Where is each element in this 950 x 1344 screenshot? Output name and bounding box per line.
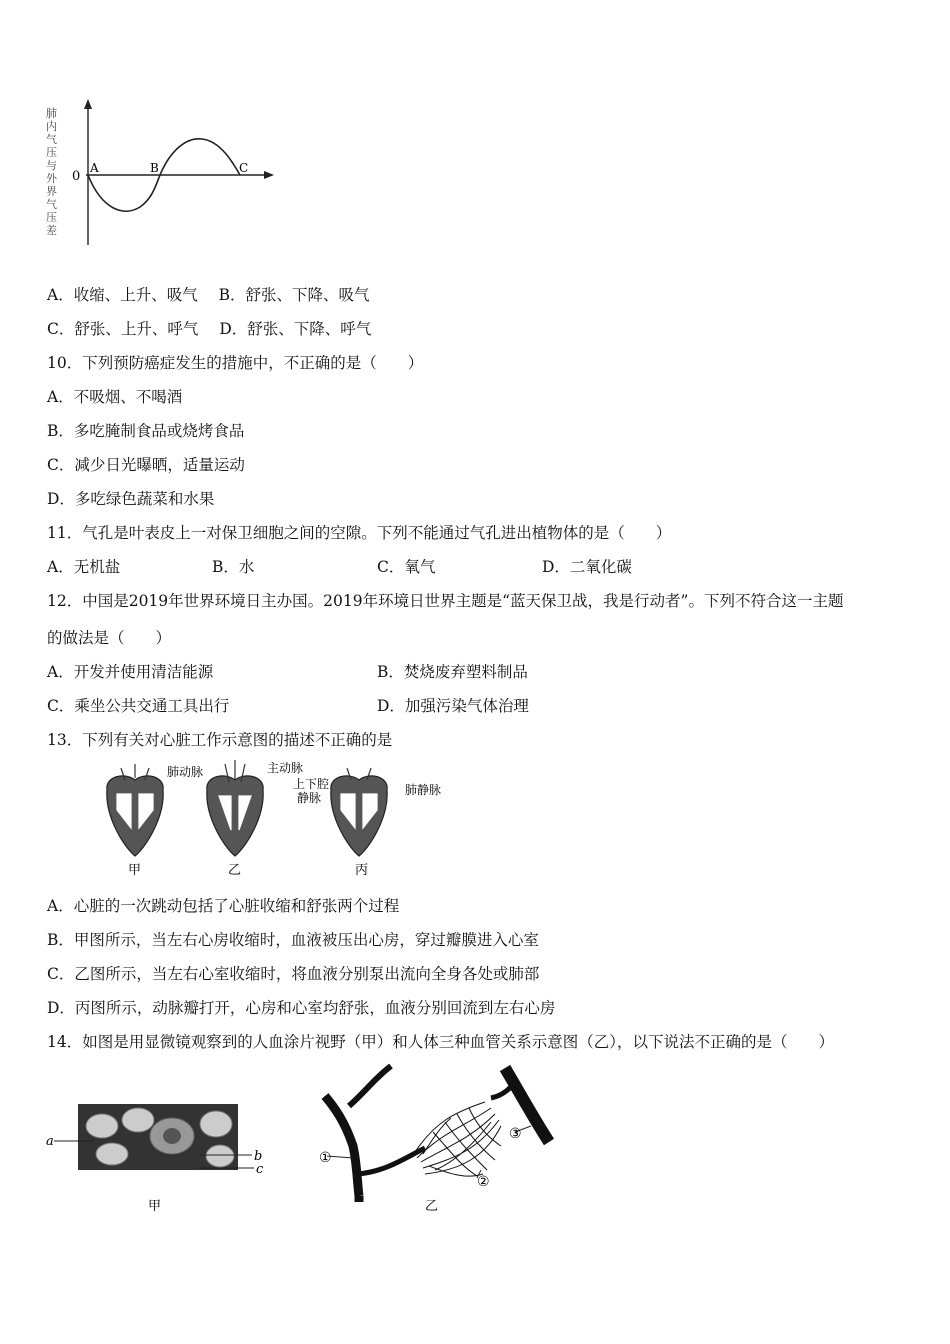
heart-jia-image xyxy=(107,764,163,856)
q14-stem: 14．如图是用显微镜观察到的人血涂片视野（甲）和人体三种血管关系示意图（乙），以下说法不正确的是（ ） xyxy=(47,1033,834,1051)
blood-vessel-figure xyxy=(305,1062,565,1222)
q11-option-c[interactable]: C．氧气 xyxy=(377,558,436,576)
q13-option-c[interactable]: C．乙图所示，当左右心室收缩时，将血液分别泵出流向全身各处或肺部 xyxy=(47,965,540,983)
q11-stem: 11．气孔是叶表皮上一对保卫细胞之间的空隙。下列不能通过气孔进出植物体的是（ ） xyxy=(47,524,672,542)
q12-option-a[interactable]: A．开发并使用清洁能源 xyxy=(47,663,214,681)
heart-label-vena-cava-1: 上下腔 xyxy=(293,777,330,791)
q11-option-d[interactable]: D．二氧化碳 xyxy=(542,558,632,576)
heart-label-pulmonary-vein: 肺静脉 xyxy=(405,783,442,797)
smear-label-b: b xyxy=(254,1149,263,1164)
q10-stem: 10．下列预防癌症发生的措施中，不正确的是（ ） xyxy=(47,354,424,372)
q9-options-row-2 xyxy=(47,319,371,339)
heart-label-yi: 乙 xyxy=(228,863,242,878)
heart-diagram xyxy=(95,758,465,880)
graph-y-axis-label: 肺内气压与外界气压差 xyxy=(46,107,57,237)
heart-yi-image xyxy=(207,760,263,856)
heart-label-bing: 丙 xyxy=(355,863,369,878)
q12-option-c[interactable]: C．乘坐公共交通工具出行 xyxy=(47,697,230,715)
q12-stem-line1: 12．中国是2019年世界环境日主办国。2019年环境日世界主题是“蓝天保卫战，我是行动者”。下列不符合这一主题 xyxy=(47,592,844,610)
q9-options-row-1 xyxy=(47,285,370,305)
q11-option-b[interactable]: B．水 xyxy=(212,558,255,576)
vessel-label-2: ② xyxy=(477,1174,490,1190)
q10-option-a[interactable]: A．不吸烟、不喝酒 xyxy=(47,388,183,406)
q13-option-d[interactable]: D．丙图所示，动脉瓣打开，心房和心室均舒张，血液分别回流到左右心房 xyxy=(47,999,556,1017)
q10-option-c[interactable]: C．减少日光曝晒，适量运动 xyxy=(47,456,245,474)
heart-label-jia: 甲 xyxy=(128,863,142,878)
heart-bing-image xyxy=(331,768,387,856)
q11-option-a[interactable]: A．无机盐 xyxy=(47,558,121,576)
q9-option-a[interactable]: A．收缩、上升、吸气 xyxy=(47,286,198,304)
heart-label-aorta: 主动脉 xyxy=(267,761,304,775)
smear-label-c: c xyxy=(256,1162,264,1177)
q9-option-c[interactable]: C．舒张、上升、呼气 xyxy=(47,320,199,338)
vessel-label-3: ③ xyxy=(509,1126,522,1142)
graph-point-c: C xyxy=(239,161,249,175)
smear-label-jia: 甲 xyxy=(148,1199,162,1214)
vessel-label-yi: 乙 xyxy=(425,1199,439,1214)
smear-label-a: a xyxy=(46,1134,54,1149)
q13-option-a[interactable]: A．心脏的一次跳动包括了心脏收缩和舒张两个过程 xyxy=(47,897,400,915)
q10-option-d[interactable]: D．多吃绿色蔬菜和水果 xyxy=(47,490,215,508)
q10-option-b[interactable]: B．多吃腌制食品或烧烤食品 xyxy=(47,422,245,440)
blood-smear-figure xyxy=(40,1098,270,1218)
graph-zero-label: 0 xyxy=(72,169,81,184)
pressure-graph xyxy=(40,95,280,255)
q12-stem-line2: 的做法是（ ） xyxy=(47,629,172,647)
graph-point-b: B xyxy=(150,161,159,175)
q13-option-b[interactable]: B．甲图所示，当左右心房收缩时，血液被压出心房，穿过瓣膜进入心室 xyxy=(47,931,539,949)
q13-stem: 13．下列有关对心脏工作示意图的描述不正确的是 xyxy=(47,731,393,749)
heart-label-pulmonary-artery: 肺动脉 xyxy=(167,765,204,779)
q9-option-d[interactable]: D．舒张、下降、呼气 xyxy=(219,320,372,338)
graph-point-a: A xyxy=(90,161,99,175)
vessel-label-1: ① xyxy=(319,1150,332,1166)
heart-label-vena-cava-2: 静脉 xyxy=(297,791,322,805)
q12-option-d[interactable]: D．加强污染气体治理 xyxy=(377,697,529,715)
q12-option-b[interactable]: B．焚烧废弃塑料制品 xyxy=(377,663,528,681)
q9-option-b[interactable]: B．舒张、下降、吸气 xyxy=(218,286,370,304)
